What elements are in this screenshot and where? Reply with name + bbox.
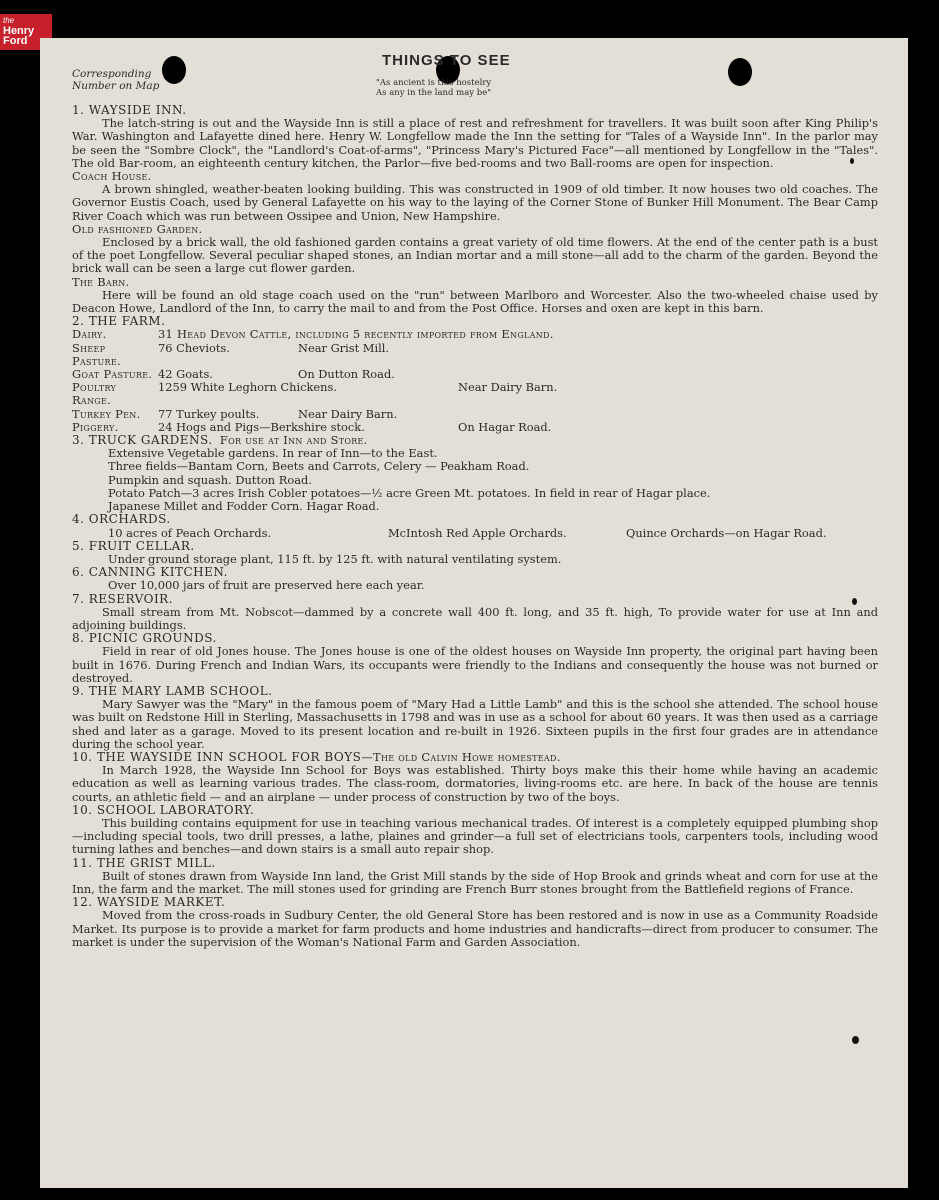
section-heading: 2. THE FARM. — [72, 314, 166, 329]
section-heading: 7. RESERVOIR. — [72, 591, 174, 606]
section-heading: 12. WAYSIDE MARKET. — [72, 895, 226, 910]
section-grist-mill — [72, 857, 878, 897]
section-text: A brown shingled, weather-beaten looking building. This was constructed in 1909 of old timber. It now houses two old coaches. The Governor Eustis Coach, used by General Lafayette on his way to the laying of the Corner Stone of Bunker Hill Monument. The Bear Camp River Coach which was run between Ossipee and Union, New Hampshire. — [72, 182, 878, 223]
speck — [852, 1036, 859, 1044]
document-page — [40, 38, 908, 1188]
heading-note: —The old Calvin Howe homestead. — [361, 749, 561, 764]
section-picnic-grounds — [72, 632, 878, 685]
subheading-garden: Old fashioned Garden. — [72, 221, 203, 236]
section-text: Built of stones drawn from Wayside Inn land, the Grist Mill stands by the side of Hop Brook and grinds wheat and corn for use at the Inn, the farm and the market. The mill stones used for grinding are French Burr stones brought from the Battlefield regions of France. — [72, 868, 878, 896]
section-heading: 10. SCHOOL LABORATORY. — [72, 802, 255, 817]
list-item: Three fields—Bantam Corn, Beets and Carrots, Celery — Peakham Road. — [108, 459, 530, 474]
section-text: The latch-string is out and the Wayside Inn is still a place of rest and refreshment for travellers. It was built soon after King Philip's War. Washington and Lafayette dined here. Henry W. Longfellow made the Inn the setting for "Tales of a Wayside Inn". In the parlor may be seen the "Sombre Clock", the "Landlord's Coat-of-arms", "Princess Mary's Pictured Face"—all mentioned by Longfellow in the "Tales". The old Bar-room, an eighteenth century kitchen, the Parlor—five bed-rooms and two Ball-rooms are open for inspection. — [72, 116, 878, 170]
corresponding-note: Corresponding Number on Map — [72, 68, 160, 92]
section-heading: 10. THE WAYSIDE INN SCHOOL FOR BOYS — [72, 749, 362, 764]
farm-row: Piggery. 24 Hogs and Pigs—Berkshire stock. On Hagar Road. — [72, 419, 552, 434]
section-text: Here will be found an old stage coach used on the "run" between Marlboro and Worcester. Also the two-wheeled chaise used by Deacon Howe, Landlord of the Inn, to carry the mail to and from the Post Office. Horses and oxen are kept in this barn. — [72, 287, 878, 316]
section-heading: 11. THE GRIST MILL. — [72, 855, 216, 870]
header-quote: "As ancient is this hostelry As any in the land may be" — [376, 78, 492, 98]
section-heading: 8. PICNIC GROUNDS. — [72, 631, 217, 646]
subheading-barn: The Barn. — [72, 274, 130, 289]
farm-row: Sheep Pasture. 76 Cheviots. Near Grist Mill. — [72, 340, 390, 368]
section-orchards — [72, 513, 878, 539]
section-heading: 4. ORCHARDS. — [72, 512, 171, 527]
heading-note: For use at Inn and Store. — [219, 433, 368, 448]
speck — [852, 598, 857, 605]
section-heading: 3. TRUCK GARDENS. — [72, 433, 213, 448]
page-title: THINGS TO SEE — [382, 52, 511, 69]
section-text: This building contains equipment for use in teaching various mechanical trades. Of interest is a completely equipped plumbing shop—including special tools, two drill presses, a lathe, plaines and grinder—a full set of electricians tools, carpenters tools, including wood turning lathes and benches—and down stairs is a small auto repair shop. — [72, 815, 878, 857]
list-item: Potato Patch—3 acres Irish Cobler potatoes—½ acre Green Mt. potatoes. In field in rear of Hagar place. — [108, 485, 711, 500]
farm-row: Dairy. 31 Head Devon Cattle, including 5 recently imported from England. — [72, 327, 554, 342]
farm-row: Turkey Pen. 77 Turkey poults. Near Dairy Barn. — [72, 406, 398, 421]
section-school-for-boys — [72, 751, 878, 804]
section-mary-lamb-school — [72, 685, 878, 751]
section-heading: 9. THE MARY LAMB SCHOOL. — [72, 683, 273, 698]
section-reservoir — [72, 593, 878, 633]
section-heading: 6. CANNING KITCHEN. — [72, 565, 228, 580]
farm-row: Poultry Range. 1259 White Leghorn Chickens. Near Dairy Barn. — [72, 380, 558, 408]
section-fruit-cellar — [72, 540, 878, 566]
section-text: Field in rear of old Jones house. The Jones house is one of the oldest houses on Wayside Inn property, the original part having been built in 1676. During French and Indian Wars, its occupants were friendly to the Indians and consequently the house was not burned or destroyed. — [72, 644, 878, 685]
section-wayside-inn — [72, 104, 878, 315]
section-heading: 5. FRUIT CELLAR. — [72, 538, 195, 553]
section-text: Mary Sawyer was the "Mary" in the famous poem of "Mary Had a Little Lamb" and this is the school she attended. The school house was built on Redstone Hill in Sterling, Massachusetts in 1798 and was in use as a school for about 60 years. It was then used as a carriage shed and later as a garage. Moved to its present location and re-built in 1926. Sixteen pupils in the first four grades are in attendance during the school year. — [72, 697, 878, 751]
section-canning-kitchen — [72, 566, 878, 592]
farm-row: Goat Pasture. 42 Goats. On Dutton Road. — [72, 367, 395, 382]
section-text: Small stream from Mt. Nobscot—dammed by a concrete wall 400 ft. long, and 35 ft. high, To provide water for use at Inn and adjoining buildings. — [72, 604, 878, 632]
section-truck-gardens — [72, 434, 878, 513]
section-text: Over 10,000 jars of fruit are preserved here each year. — [108, 578, 425, 593]
logo-the: the — [3, 16, 15, 25]
speck — [850, 158, 854, 164]
section-text: Enclosed by a brick wall, the old fashioned garden contains a great variety of old time flowers. At the end of the center path is a bust of the poet Longfellow. Several peculiar shaped stones, an Indian mortar and a mill stone—all add to the charm of the garden. Beyond the brick wall can be seen a large cut flower garden. — [72, 235, 878, 276]
section-text: In March 1928, the Wayside Inn School for Boys was established. Thirty boys make this their home while having an academic education as well as learning various trades. The class-room, dormatories, living-rooms etc. are here. In back of the house are tennis courts, an athletic field — and an airplane — under process of construction by two of the boys. — [72, 763, 878, 804]
list-item: Extensive Vegetable gardens. In rear of Inn—to the East. — [108, 446, 438, 461]
section-school-laboratory — [72, 804, 878, 857]
list-item: Japanese Millet and Fodder Corn. Hagar Road. — [108, 499, 380, 514]
section-text: Moved from the cross-roads in Sudbury Center, the old General Store has been restored and is now in use as a Community Roadside Market. Its purpose is to provide a market for farm products and home industries and handicrafts—direct from producer to consumer. The market is under the supervision of the Woman's National Farm and Garden Association. — [72, 908, 878, 949]
section-text: Under ground storage plant, 115 ft. by 125 ft. with natural ventilating system. — [108, 551, 562, 566]
logo-ford: Ford — [3, 35, 28, 47]
page-header — [72, 54, 878, 104]
list-item: Pumpkin and squash. Dutton Road. — [108, 472, 312, 487]
logo-henry: Henry — [3, 25, 35, 37]
subheading-coach-house: Coach House. — [72, 169, 152, 184]
section-heading: 1. WAYSIDE INN. — [72, 103, 187, 117]
section-farm — [72, 315, 878, 434]
section-wayside-market — [72, 896, 878, 949]
orchard-row: 10 acres of Peach Orchards. McIntosh Red Apple Orchards. Quince Orchards—on Hagar Road. — [108, 525, 827, 540]
